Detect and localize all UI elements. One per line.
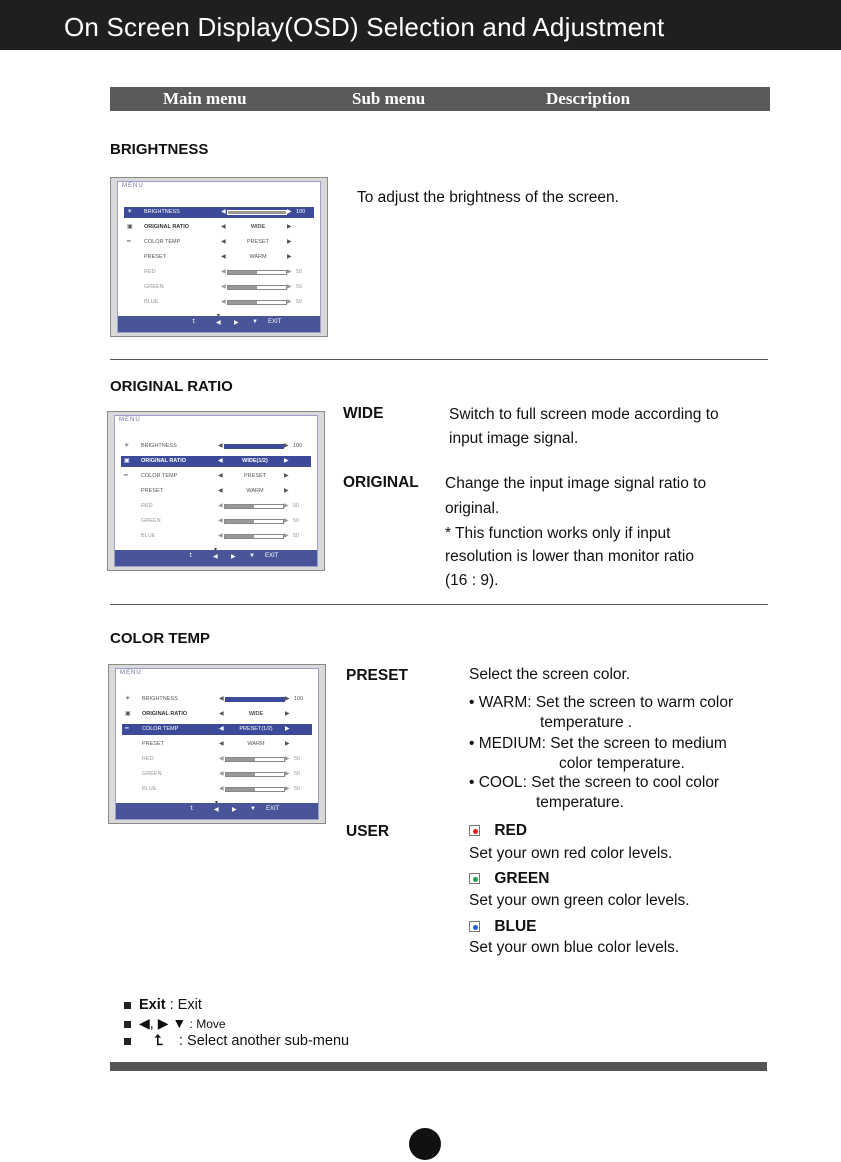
osd-slider-fill bbox=[226, 788, 255, 791]
osd-value: 100 bbox=[294, 696, 304, 702]
osd-row-red bbox=[124, 267, 314, 278]
osd-value: WIDE(1/2) bbox=[242, 458, 268, 464]
down-arrow-icon: ▼ bbox=[250, 806, 256, 812]
legend-select-text: : Select another sub-menu bbox=[179, 1033, 350, 1049]
osd-footer bbox=[118, 316, 320, 332]
osd-row-blue bbox=[122, 784, 312, 795]
right-arrow-icon: ▶ bbox=[285, 786, 290, 792]
osd-value: 50 bbox=[293, 503, 300, 509]
right-arrow-icon: ▶ bbox=[287, 269, 292, 275]
osd-value: PRESET bbox=[243, 473, 266, 479]
osd-row-label: RED bbox=[141, 503, 153, 509]
osd-row-brightness bbox=[122, 694, 312, 705]
osd-slider bbox=[227, 285, 287, 290]
legend-exit bbox=[124, 997, 202, 1013]
down-triangle-icon: ▼ bbox=[168, 1015, 187, 1031]
ratio-icon: ▣ bbox=[124, 458, 130, 464]
green-swatch-icon bbox=[469, 873, 480, 884]
temp-icon: ━ bbox=[124, 473, 128, 479]
osd-row-colortemp bbox=[121, 471, 311, 482]
osd-footer bbox=[116, 803, 318, 819]
sun-icon: ☀ bbox=[125, 696, 131, 702]
osd-row-label: GREEN bbox=[142, 771, 162, 777]
osd-value: 50 bbox=[294, 756, 301, 762]
osd-value: 100 bbox=[296, 209, 306, 215]
swatch-dot bbox=[473, 925, 478, 930]
osd-row-label: COLOR TEMP bbox=[142, 726, 179, 732]
osd-slider-fill bbox=[228, 211, 286, 214]
osd-slider bbox=[225, 697, 285, 702]
osd-row-label: COLOR TEMP bbox=[141, 473, 178, 479]
osd-value: 50 bbox=[293, 518, 300, 524]
red-description: Set your own red color levels. bbox=[469, 845, 673, 862]
term-wide: WIDE bbox=[343, 405, 384, 422]
swatch-dot bbox=[473, 877, 478, 882]
blue-description: Set your own blue color levels. bbox=[469, 939, 680, 956]
left-arrow-icon: ◀ bbox=[219, 786, 224, 792]
left-arrow-icon: ◀ bbox=[213, 554, 218, 560]
red-swatch-icon bbox=[469, 825, 480, 836]
osd-slider-fill bbox=[226, 698, 284, 701]
warm-line1: • WARM: Set the screen to warm color bbox=[469, 694, 734, 711]
osd-slider-fill bbox=[225, 505, 254, 508]
column-main-menu: Main menu bbox=[163, 89, 247, 108]
osd-slider bbox=[225, 787, 285, 792]
osd-value: WIDE bbox=[250, 224, 266, 230]
osd-row-label: BRIGHTNESS bbox=[144, 209, 180, 215]
right-arrow-icon: ▶ bbox=[284, 503, 289, 509]
select-menu-icon: ⮤ bbox=[154, 1033, 164, 1049]
left-arrow-icon: ◀ bbox=[218, 518, 223, 524]
osd-value: 50 bbox=[294, 786, 301, 792]
osd-exit-label: EXIT bbox=[268, 319, 282, 325]
brightness-description: To adjust the brightness of the screen. bbox=[357, 189, 619, 206]
left-arrow-icon: ◀ bbox=[219, 696, 224, 702]
section-divider bbox=[110, 359, 768, 360]
left-arrow-icon: ◀ bbox=[218, 443, 223, 449]
right-arrow-icon: ▶ bbox=[284, 458, 289, 464]
osd-menu-label: MENU bbox=[120, 670, 142, 676]
osd-slider-fill bbox=[225, 535, 254, 538]
temp-icon: ━ bbox=[127, 239, 131, 245]
osd-value: WARM bbox=[249, 254, 267, 260]
cool-line2: temperature. bbox=[536, 794, 624, 811]
down-arrow-icon: ▼ bbox=[249, 553, 255, 559]
osd-value: 100 bbox=[293, 443, 303, 449]
osd-row-ratio bbox=[124, 222, 314, 233]
osd-value: PRESET(1/2) bbox=[239, 726, 273, 732]
osd-row-blue bbox=[124, 297, 314, 308]
right-triangle-icon: ▶ bbox=[153, 1015, 169, 1031]
green-description: Set your own green color levels. bbox=[469, 892, 690, 909]
blue-swatch-icon bbox=[469, 921, 480, 932]
osd-slider-fill bbox=[226, 758, 255, 761]
right-arrow-icon: ▶ bbox=[234, 320, 239, 326]
left-arrow-icon: ◀ bbox=[219, 771, 224, 777]
osd-row-red bbox=[121, 501, 311, 512]
left-arrow-icon: ◀ bbox=[216, 320, 221, 326]
select-menu-icon: ⮤ bbox=[192, 319, 196, 325]
legend-exit-key: Exit bbox=[139, 997, 166, 1013]
column-header-bar bbox=[110, 87, 770, 111]
osd-screenshot-brightness bbox=[110, 177, 328, 337]
user-red-item bbox=[469, 822, 527, 840]
note-line2: resolution is lower than monitor ratio bbox=[445, 548, 694, 565]
osd-row-preset bbox=[122, 739, 312, 750]
osd-value: 50 bbox=[293, 533, 300, 539]
footer-bar bbox=[110, 1062, 767, 1071]
osd-row-label: ORIGINAL RATIO bbox=[141, 458, 187, 464]
user-green-item bbox=[469, 870, 549, 888]
section-title-color-temp: COLOR TEMP bbox=[110, 630, 210, 647]
wide-description-line1: Switch to full screen mode according to bbox=[449, 406, 719, 423]
osd-value: WARM bbox=[247, 741, 265, 747]
osd-row-label: COLOR TEMP bbox=[144, 239, 181, 245]
osd-row-label: PRESET bbox=[141, 488, 164, 494]
osd-row-label: ORIGINAL RATIO bbox=[144, 224, 190, 230]
osd-row-red bbox=[122, 754, 312, 765]
osd-row-brightness bbox=[124, 207, 314, 218]
osd-row-label: ORIGINAL RATIO bbox=[142, 711, 188, 717]
osd-slider bbox=[227, 270, 287, 275]
osd-row-ratio bbox=[121, 456, 311, 467]
osd-row-label: GREEN bbox=[141, 518, 161, 524]
osd-value: 50 bbox=[296, 269, 303, 275]
osd-slider bbox=[225, 772, 285, 777]
osd-slider-fill bbox=[226, 773, 255, 776]
osd-row-green bbox=[121, 516, 311, 527]
bullet-icon bbox=[124, 1002, 131, 1009]
osd-slider bbox=[224, 444, 284, 449]
left-arrow-icon: ◀ bbox=[221, 299, 226, 305]
osd-slider bbox=[227, 210, 287, 215]
warm-line2: temperature . bbox=[540, 714, 633, 731]
wide-description-line2: input image signal. bbox=[449, 430, 579, 447]
osd-value: 50 bbox=[294, 771, 301, 777]
ratio-icon: ▣ bbox=[125, 711, 131, 717]
page-number-circle bbox=[409, 1128, 441, 1160]
down-arrow-icon: ▼ bbox=[252, 319, 258, 325]
osd-row-preset bbox=[124, 252, 314, 263]
right-arrow-icon: ▶ bbox=[285, 741, 290, 747]
right-arrow-icon: ▶ bbox=[287, 224, 292, 230]
osd-row-label: RED bbox=[144, 269, 156, 275]
cool-line1: • COOL: Set the screen to cool color bbox=[469, 774, 720, 791]
osd-row-label: RED bbox=[142, 756, 154, 762]
osd-row-brightness bbox=[121, 441, 311, 452]
preset-description: Select the screen color. bbox=[469, 666, 631, 683]
right-arrow-icon: ▶ bbox=[231, 554, 236, 560]
osd-row-label: GREEN bbox=[144, 284, 164, 290]
bullet-icon bbox=[124, 1038, 131, 1045]
left-arrow-icon: ◀ bbox=[221, 224, 226, 230]
osd-row-colortemp bbox=[124, 237, 314, 248]
osd-row-label: PRESET bbox=[142, 741, 165, 747]
bullet-icon bbox=[124, 1021, 131, 1028]
term-preset: PRESET bbox=[346, 667, 409, 684]
osd-row-label: PRESET bbox=[144, 254, 167, 260]
osd-menu-label: MENU bbox=[119, 417, 141, 423]
osd-row-green bbox=[122, 769, 312, 780]
osd-value: PRESET bbox=[246, 239, 269, 245]
left-arrow-icon: ◀ bbox=[221, 269, 226, 275]
red-label: RED bbox=[494, 822, 528, 839]
osd-footer bbox=[115, 550, 317, 566]
osd-row-ratio bbox=[122, 709, 312, 720]
left-arrow-icon: ◀ bbox=[221, 284, 226, 290]
right-arrow-icon: ▶ bbox=[287, 254, 292, 260]
right-arrow-icon: ▶ bbox=[285, 771, 290, 777]
osd-value: 50 bbox=[296, 284, 303, 290]
term-original: ORIGINAL bbox=[343, 474, 419, 491]
left-arrow-icon: ◀ bbox=[218, 488, 223, 494]
osd-row-label: BLUE bbox=[144, 299, 159, 305]
osd-slider bbox=[227, 300, 287, 305]
osd-row-label: BLUE bbox=[142, 786, 157, 792]
right-arrow-icon: ▶ bbox=[287, 209, 292, 215]
osd-row-label: BLUE bbox=[141, 533, 156, 539]
osd-exit-label: EXIT bbox=[265, 553, 279, 559]
medium-line2: color temperature. bbox=[559, 755, 685, 772]
left-arrow-icon: ◀ bbox=[218, 503, 223, 509]
right-arrow-icon: ▶ bbox=[284, 488, 289, 494]
osd-row-label: BRIGHTNESS bbox=[141, 443, 177, 449]
user-blue-item bbox=[469, 918, 537, 936]
ratio-icon: ▣ bbox=[127, 224, 133, 230]
osd-exit-label: EXIT bbox=[266, 806, 280, 812]
left-arrow-icon: ◀ bbox=[221, 254, 226, 260]
left-arrow-icon: ◀ bbox=[218, 458, 223, 464]
right-arrow-icon: ▶ bbox=[284, 473, 289, 479]
page-header bbox=[0, 0, 841, 50]
section-divider bbox=[110, 604, 768, 605]
osd-slider-fill bbox=[228, 301, 257, 304]
medium-line1: • MEDIUM: Set the screen to medium bbox=[469, 735, 727, 752]
osd-slider bbox=[224, 519, 284, 524]
left-arrow-icon: ◀ bbox=[219, 756, 224, 762]
right-arrow-icon: ▶ bbox=[285, 696, 290, 702]
right-arrow-icon: ▶ bbox=[287, 284, 292, 290]
left-arrow-icon: ◀ bbox=[218, 533, 223, 539]
osd-slider bbox=[225, 757, 285, 762]
swatch-dot bbox=[473, 829, 478, 834]
osd-slider bbox=[224, 534, 284, 539]
blue-label: BLUE bbox=[494, 918, 537, 935]
osd-value: WARM bbox=[246, 488, 264, 494]
section-title-original-ratio: ORIGINAL RATIO bbox=[110, 378, 233, 395]
note-line1: * This function works only if input bbox=[445, 525, 671, 542]
green-label: GREEN bbox=[494, 870, 550, 887]
osd-slider-fill bbox=[225, 520, 254, 523]
osd-row-blue bbox=[121, 531, 311, 542]
osd-value: WIDE bbox=[248, 711, 264, 717]
left-arrow-icon: ◀ bbox=[221, 209, 226, 215]
right-arrow-icon: ▶ bbox=[287, 239, 292, 245]
legend-move-text: : Move bbox=[186, 1017, 226, 1031]
column-sub-menu: Sub menu bbox=[352, 89, 426, 108]
osd-row-label: BRIGHTNESS bbox=[142, 696, 178, 702]
term-user: USER bbox=[346, 823, 390, 840]
sun-icon: ☀ bbox=[124, 443, 130, 449]
right-arrow-icon: ▶ bbox=[285, 756, 290, 762]
right-arrow-icon: ▶ bbox=[285, 726, 290, 732]
sun-icon: ☀ bbox=[127, 209, 133, 215]
right-arrow-icon: ▶ bbox=[287, 299, 292, 305]
osd-slider-fill bbox=[228, 286, 257, 289]
right-arrow-icon: ▶ bbox=[284, 518, 289, 524]
note-line3: (16 : 9). bbox=[445, 572, 499, 589]
right-arrow-icon: ▶ bbox=[232, 807, 237, 813]
left-arrow-icon: ◀ bbox=[218, 473, 223, 479]
select-menu-icon: ⮤ bbox=[190, 806, 194, 812]
osd-row-green bbox=[124, 282, 314, 293]
original-description-line1: Change the input image signal ratio to bbox=[445, 475, 707, 492]
temp-icon: ━ bbox=[125, 726, 129, 732]
osd-slider bbox=[224, 504, 284, 509]
left-arrow-icon: ◀ bbox=[219, 711, 224, 717]
left-arrow-icon: ◀ bbox=[221, 239, 226, 245]
legend-move: ◀, ▶ ▼ : Move bbox=[124, 1015, 226, 1032]
column-description: Description bbox=[546, 89, 631, 108]
osd-slider-fill bbox=[228, 271, 257, 274]
page-title: On Screen Display(OSD) Selection and Adjustment bbox=[64, 12, 665, 42]
left-arrow-icon: ◀ bbox=[214, 807, 219, 813]
original-description-line2: original. bbox=[445, 500, 500, 517]
right-arrow-icon: ▶ bbox=[284, 443, 289, 449]
left-arrow-icon: ◀ bbox=[219, 726, 224, 732]
osd-menu-label: MENU bbox=[122, 183, 144, 189]
left-triangle-icon: ◀ bbox=[139, 1015, 150, 1031]
osd-row-preset bbox=[121, 486, 311, 497]
right-arrow-icon: ▶ bbox=[284, 533, 289, 539]
left-arrow-icon: ◀ bbox=[219, 741, 224, 747]
osd-row-colortemp bbox=[122, 724, 312, 735]
legend-exit-text: : Exit bbox=[165, 997, 202, 1013]
osd-slider-fill bbox=[225, 445, 283, 448]
osd-screenshot-ratio bbox=[107, 411, 325, 571]
osd-value: 50 bbox=[296, 299, 303, 305]
select-menu-icon: ⮤ bbox=[189, 553, 193, 559]
right-arrow-icon: ▶ bbox=[285, 711, 290, 717]
section-title-brightness: BRIGHTNESS bbox=[110, 141, 209, 158]
legend-select bbox=[124, 1033, 349, 1049]
osd-screenshot-colortemp bbox=[108, 664, 326, 824]
